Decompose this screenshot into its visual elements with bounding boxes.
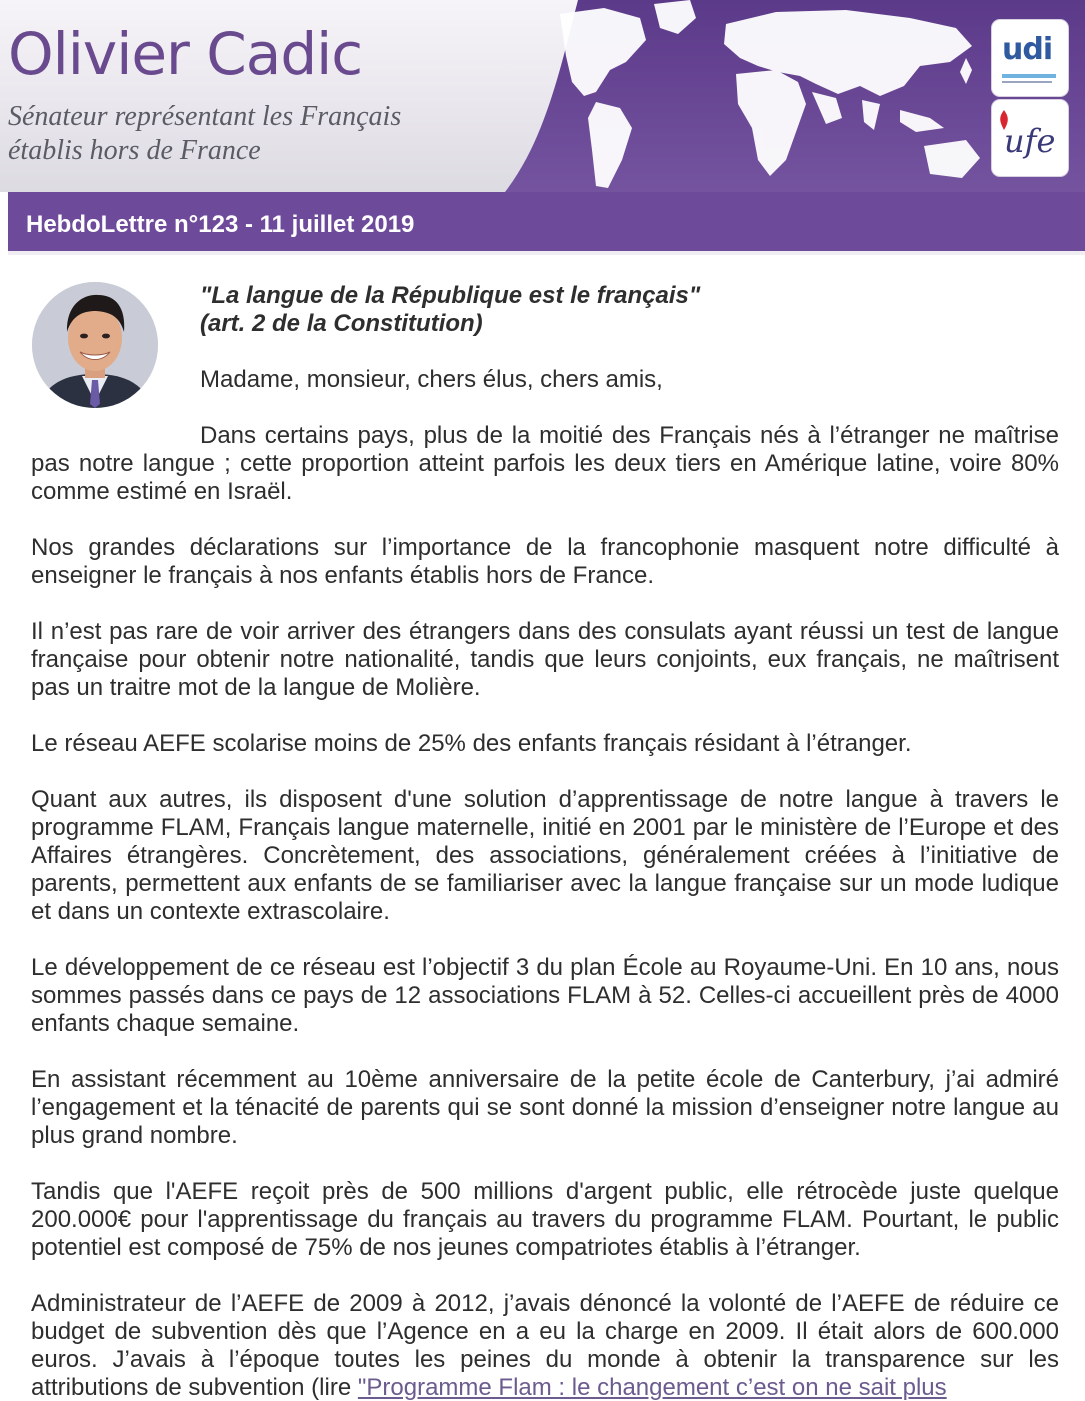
author-photo [32, 282, 158, 408]
udi-logo[interactable] [992, 20, 1068, 96]
paragraph: Dans certains pays, plus de la moitié des Français nés à l’étranger ne maîtrise pas notre langue ; cette proportion atteint parfois les deux tiers en Amérique latine, voire 80% comme estimé en Israël. [31, 422, 1059, 505]
portrait-illustration [32, 282, 158, 408]
programme-flam-link[interactable]: "Programme Flam : le changement c’est on ne sait plus [357, 1374, 947, 1401]
paragraph: Le développement de ce réseau est l’objectif 3 du plan École au Royaume-Uni. En 10 ans, nous sommes passés dans ce pays de 12 associations FLAM à 52. Celles-ci accueillent près de 4000 enfants chaque semaine. [31, 954, 1059, 1037]
constitution-quote [200, 282, 700, 338]
author-subtitle [8, 100, 401, 168]
header-banner [0, 0, 1085, 192]
quote-line-2: (art. 2 de la Constitution) [200, 310, 483, 337]
article-body [31, 422, 1059, 1401]
subtitle-line-1: Sénateur représentant les Français [8, 101, 402, 132]
paragraph: Nos grandes déclarations sur l’importance de la francophonie masquent notre difficulté à enseigner le français à nos enfants établis hors de France. [31, 534, 1059, 589]
udi-logo-underline [1002, 74, 1056, 78]
ufe-logo-text: ufe [1004, 122, 1056, 160]
paragraph: En assistant récemment au 10ème anniversaire de la petite école de Canterbury, j’ai admiré l’engagement et la ténacité de parents qui se sont donné la mission d’enseigner notre langue au plus grand nombre. [31, 1066, 1059, 1149]
paragraph: Quant aux autres, ils disposent d'une solution d’apprentissage de notre langue à travers le programme FLAM, Français langue maternelle, initié en 2001 par le ministère de l’Europe et des Affaires étrangères. Concrètement, des associations, généralement créées à l’initiative de parents, permettent aux enfants de se familiariser avec la langue française sur un mode ludique et dans un contexte extrascolaire. [31, 786, 1059, 925]
last-paragraph-text: Administrateur de l’AEFE de 2009 à 2012, j’avais dénoncé la volonté de l’AEFE de réduire ce budget de subvention dès que l’Agence en a eu la charge en 2009. Il était alors de 600.000 euros. J’avais à l’époque toutes les peines du monde à obtenir la transparence sur les attributions de subvention (lire [31, 1290, 1059, 1401]
paragraph: Le réseau AEFE scolarise moins de 25% des enfants français résidant à l’étranger. [31, 730, 912, 757]
udi-logo-subline [1002, 81, 1052, 83]
udi-logo-text: udi [1002, 32, 1053, 67]
subtitle-line-2: établis hors de France [8, 135, 261, 166]
author-name: Olivier Cadic [8, 20, 363, 88]
newsletter-title-bar [8, 192, 1085, 255]
ufe-logo[interactable] [992, 100, 1068, 176]
paragraph: Il n’est pas rare de voir arriver des étrangers dans des consulats ayant réussi un test de langue française pour obtenir notre nationalité, tandis que leurs conjoints, eux français, ne maîtrisent pas un traitre mot de la langue de Molière. [31, 618, 1059, 701]
newsletter-title: HebdoLettre n°123 - 11 juillet 2019 [26, 211, 415, 238]
quote-line-1: "La langue de la République est le français" [200, 282, 701, 309]
last-paragraph [31, 1290, 1059, 1401]
greeting: Madame, monsieur, chers élus, chers amis, [200, 366, 663, 393]
paragraph: Tandis que l'AEFE reçoit près de 500 millions d'argent public, elle rétrocède juste quelque 200.000€ pour l'apprentissage du français au travers du programme FLAM. Pourtant, le public potentiel est composé de 75% de nos jeunes compatriotes établis à l’étranger. [31, 1178, 1059, 1261]
